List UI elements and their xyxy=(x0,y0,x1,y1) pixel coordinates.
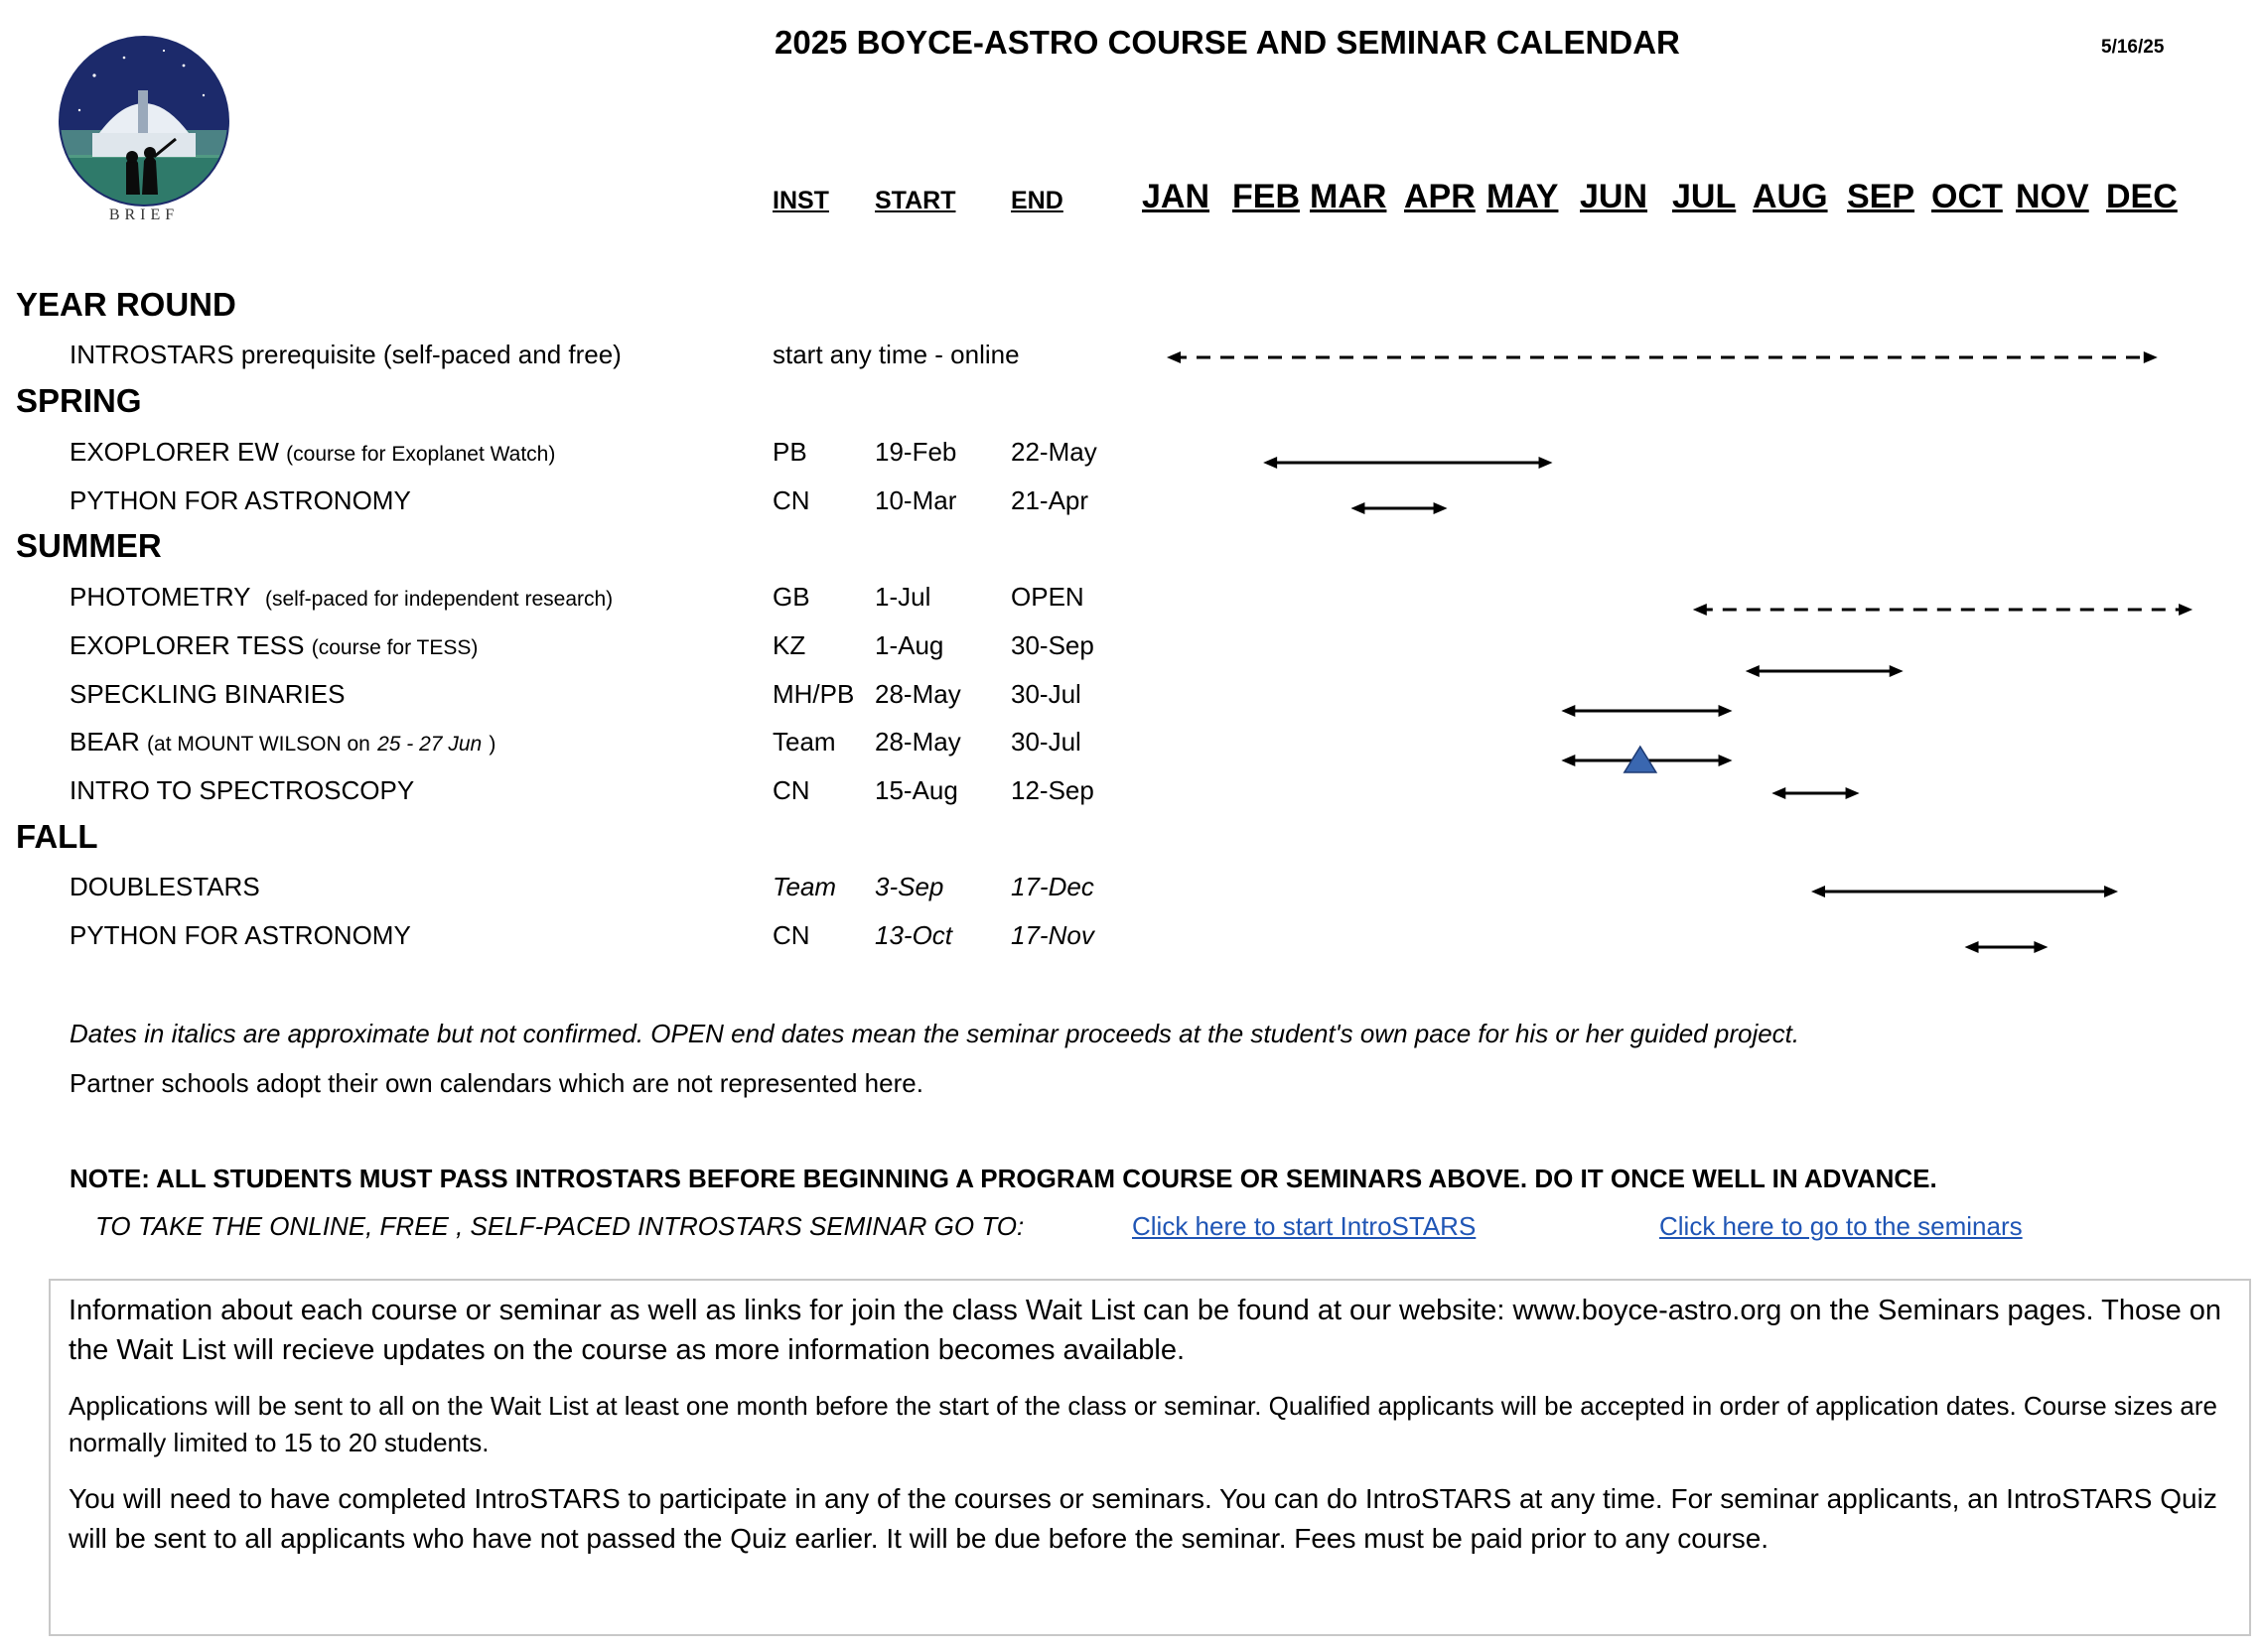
course-end: 30-Jul xyxy=(1011,679,1081,709)
course-end: 17-Nov xyxy=(1011,920,1094,950)
course-inst: Team xyxy=(773,727,836,757)
course-note: (self-paced for independent research) xyxy=(264,588,614,611)
course-end: 12-Sep xyxy=(1011,775,1094,805)
course-start: 28-May xyxy=(875,679,961,709)
course-inst: CN xyxy=(773,775,810,805)
section-summer: SUMMER xyxy=(16,527,162,564)
course-name: DOUBLESTARS xyxy=(70,872,260,901)
course-end: 30-Jul xyxy=(1011,727,1081,757)
course-inst: GB xyxy=(773,582,810,612)
prereq-note: NOTE: ALL STUDENTS MUST PASS INTROSTARS BEFORE BEGINNING A PROGRAM COURSE OR SEMINARS ABOVE. DO IT ONCE WELL IN ADVANCE. xyxy=(70,1164,1937,1193)
course-name: SPECKLING BINARIES xyxy=(70,679,346,709)
timeline-arrow xyxy=(1167,351,2158,363)
course-end: 30-Sep xyxy=(1011,630,1094,660)
month-may: MAY xyxy=(1486,178,1559,215)
course-inst: KZ xyxy=(773,630,806,660)
course-note-close: ) xyxy=(489,733,496,756)
timeline-arrow xyxy=(1693,604,2192,616)
course-start: 3-Sep xyxy=(875,872,944,901)
course-note: (course for Exoplanet Watch) xyxy=(286,443,556,466)
partners-note: Partner schools adopt their own calendars which are not represented here. xyxy=(70,1068,923,1098)
timeline-arrow xyxy=(1561,705,1732,717)
start-introstars-link[interactable]: Click here to start IntroSTARS xyxy=(1132,1211,1477,1241)
month-apr: APR xyxy=(1404,178,1476,215)
svg-text:BRIEF: BRIEF xyxy=(108,206,180,223)
timeline-arrow xyxy=(1811,886,2118,897)
course-start: 10-Mar xyxy=(875,485,957,515)
course-name: EXOPLORER TESS xyxy=(70,630,305,660)
section-year-round: YEAR ROUND xyxy=(16,286,236,323)
course-note: (at MOUNT WILSON on xyxy=(147,733,370,756)
course-start: 1-Aug xyxy=(875,630,944,660)
month-jan: JAN xyxy=(1142,178,1210,215)
month-dec: DEC xyxy=(2106,178,2178,215)
month-mar: MAR xyxy=(1310,178,1387,215)
month-aug: AUG xyxy=(1753,178,1828,215)
course-inst: MH/PB xyxy=(773,679,855,709)
month-sep: SEP xyxy=(1847,178,1915,215)
page-title: 2025 BOYCE-ASTRO COURSE AND SEMINAR CALENDAR xyxy=(775,24,1680,61)
course-start: 19-Feb xyxy=(875,437,957,467)
month-jun: JUN xyxy=(1580,178,1648,215)
month-oct: OCT xyxy=(1931,178,2003,215)
course-inst: PB xyxy=(773,437,807,467)
course-end: OPEN xyxy=(1011,582,1084,612)
timeline-arrow xyxy=(1263,457,1552,469)
course-name: INTRO TO SPECTROSCOPY xyxy=(70,775,415,805)
course-inst: CN xyxy=(773,485,810,515)
course-name: INTROSTARS prerequisite (self-paced and free) xyxy=(70,340,622,369)
info-paragraph-applications: Applications will be sent to all on the Wait List at least one month before the start of the class or seminar. Qualified applicants will be accepted in order of application dates. Course sizes are normally limited to 15 to 20 students. xyxy=(69,1391,2217,1457)
course-end: 21-Apr xyxy=(1011,485,1089,515)
course-name: BEAR xyxy=(70,727,140,757)
info-paragraph-requirements: You will need to have completed IntroSTARS to participate in any of the courses or seminars. You can do IntroSTARS at any time. For seminar applicants, an IntroSTARS Quiz will be sent to all applicants who have not passed the Quiz earlier. It will be due before the seminar. Fees must be paid prior to any course. xyxy=(69,1483,2217,1554)
timeline-arrow xyxy=(1746,665,1904,677)
course-name: PYTHON FOR ASTRONOMY xyxy=(70,485,411,515)
info-paragraph-website: Information about each course or seminar as well as links for join the class Wait List can be found at our website: www.boyce-astro.org on the Seminars pages. Those on the Wait List will recieve updates on the course as more information becomes available. xyxy=(69,1295,2222,1366)
course-note: (course for TESS) xyxy=(311,636,479,659)
month-jul: JUL xyxy=(1672,178,1737,215)
course-end: 22-May xyxy=(1011,437,1097,467)
course-start: 28-May xyxy=(875,727,961,757)
course-span-text: start any time - online xyxy=(773,340,1020,369)
timeline-arrow xyxy=(1561,747,1732,772)
course-inst: Team xyxy=(773,872,837,901)
course-inst: CN xyxy=(773,920,810,950)
timeline-arrow xyxy=(1350,502,1447,514)
course-name: PYTHON FOR ASTRONOMY xyxy=(70,920,411,950)
month-nov: NOV xyxy=(2016,178,2089,215)
course-end: 17-Dec xyxy=(1011,872,1094,901)
course-note-dates: 25 - 27 Jun xyxy=(377,733,483,756)
introstars-instruction: TO TAKE THE ONLINE, FREE , SELF-PACED INTROSTARS SEMINAR GO TO: xyxy=(95,1211,1025,1241)
col-header-start: START xyxy=(875,187,956,214)
timeline-arrow xyxy=(1771,787,1859,799)
section-fall: FALL xyxy=(16,818,98,855)
course-start: 13-Oct xyxy=(875,920,953,950)
italics-note: Dates in italics are approximate but not confirmed. OPEN end dates mean the seminar proceeds at the student's own pace for his or her guided project. xyxy=(70,1019,1800,1048)
revision-date: 5/16/25 xyxy=(2101,37,2165,58)
col-header-inst: INST xyxy=(773,187,829,214)
section-spring: SPRING xyxy=(16,382,142,419)
col-header-end: END xyxy=(1011,187,1063,214)
month-feb: FEB xyxy=(1232,178,1300,215)
course-name: PHOTOMETRY xyxy=(70,582,251,612)
seminars-link[interactable]: Click here to go to the seminars xyxy=(1659,1211,2023,1241)
course-start: 15-Aug xyxy=(875,775,958,805)
course-start: 1-Jul xyxy=(875,582,931,612)
timeline-arrow xyxy=(1965,941,2049,953)
course-name: EXOPLORER EW xyxy=(70,437,279,467)
info-box xyxy=(49,1279,2251,1636)
